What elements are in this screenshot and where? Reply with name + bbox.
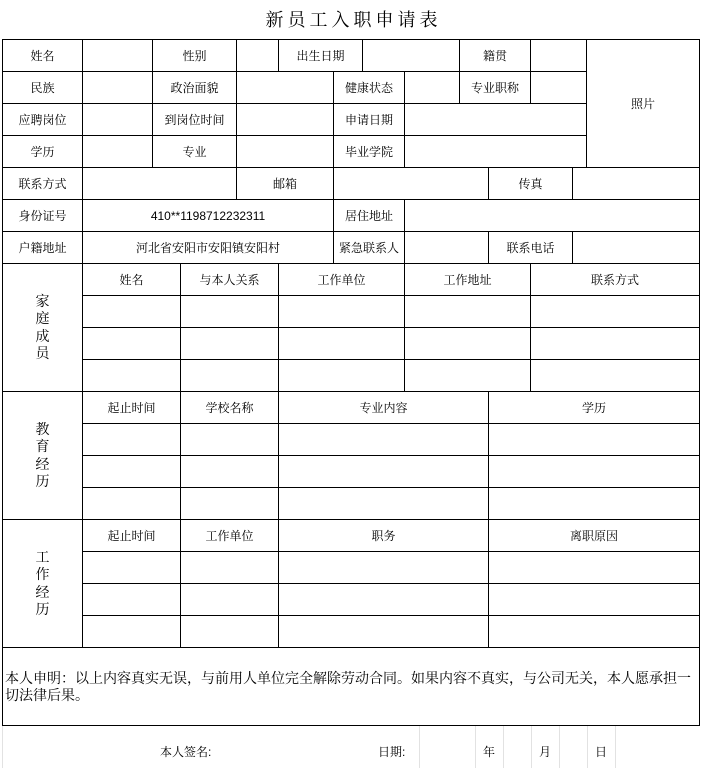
family-row2-contact-field[interactable] xyxy=(531,328,700,360)
work-row1-position-field[interactable] xyxy=(279,552,489,584)
month-field[interactable] xyxy=(504,728,531,766)
contact-phone-label: 联系电话 xyxy=(489,232,573,264)
education-section-title: 教育经历 xyxy=(35,420,50,489)
family-row3-contact-field[interactable] xyxy=(531,360,700,392)
family-row2-employer-field[interactable] xyxy=(279,328,405,360)
family-row2-relationship-field[interactable] xyxy=(181,328,279,360)
applied-position-label: 应聘岗位 xyxy=(3,104,83,136)
fax-label: 传真 xyxy=(489,168,573,200)
day-label: 日 xyxy=(595,745,608,759)
month-label: 月 xyxy=(539,745,552,759)
email-label: 邮箱 xyxy=(237,168,334,200)
major-field[interactable] xyxy=(237,136,334,168)
major-label: 专业 xyxy=(153,136,237,168)
family-header-employer: 工作单位 xyxy=(279,264,405,296)
photo-cell[interactable] xyxy=(587,40,700,168)
work-row3-leave-reason-field[interactable] xyxy=(489,616,700,648)
start-date-label: 到岗位时间 xyxy=(153,104,237,136)
family-row1-work-address-field[interactable] xyxy=(405,296,531,328)
political-status-field[interactable] xyxy=(237,72,334,104)
work-row1-leave-reason-field[interactable] xyxy=(489,552,700,584)
education-row1-school-field[interactable] xyxy=(181,424,279,456)
education-section-label xyxy=(3,392,83,520)
signature-row xyxy=(0,726,703,768)
name-field[interactable] xyxy=(83,40,153,72)
education-row1-major-field[interactable] xyxy=(279,424,489,456)
education-row3-period-field[interactable] xyxy=(83,488,181,520)
work-header-employer: 工作单位 xyxy=(181,520,279,552)
education-row3-major-field[interactable] xyxy=(279,488,489,520)
education-row2-period-field[interactable] xyxy=(83,456,181,488)
education-row1-degree-field[interactable] xyxy=(489,424,700,456)
household-address-label: 户籍地址 xyxy=(3,232,83,264)
family-header-contact: 联系方式 xyxy=(531,264,700,296)
name-label: 姓名 xyxy=(3,40,83,72)
graduated-school-field[interactable] xyxy=(405,136,587,168)
graduated-school-label: 毕业学院 xyxy=(334,136,405,168)
declaration-cell xyxy=(3,648,700,726)
contact-phone-field[interactable] xyxy=(573,232,700,264)
education-header-major: 专业内容 xyxy=(279,392,489,424)
family-row3-name-field[interactable] xyxy=(83,360,181,392)
residence-address-field[interactable] xyxy=(405,200,700,232)
gender-label: 性别 xyxy=(153,40,237,72)
declaration-text: 本人申明：以上内容真实无误，与前用人单位完全解除劳动合同。如果内容不真实，与公司无关，本人愿承担一切法律后果。 xyxy=(5,669,691,703)
work-row3-employer-field[interactable] xyxy=(181,616,279,648)
professional-title-label: 专业职称 xyxy=(460,72,531,104)
form-title: 新员工入职申请表 xyxy=(265,10,442,30)
year-label: 年 xyxy=(483,745,496,759)
education-row2-major-field[interactable] xyxy=(279,456,489,488)
family-section-label xyxy=(3,264,83,392)
start-date-field[interactable] xyxy=(237,104,334,136)
family-row1-employer-field[interactable] xyxy=(279,296,405,328)
family-row3-relationship-field[interactable] xyxy=(181,360,279,392)
id-number-field[interactable]: 410**1198712232311 xyxy=(83,200,334,232)
date-label: 日期: xyxy=(378,745,406,759)
signature-label: 本人签名: xyxy=(160,745,212,759)
contact-field[interactable] xyxy=(83,168,237,200)
birth-date-label: 出生日期 xyxy=(279,40,363,72)
work-section-title: 工作经历 xyxy=(35,548,50,617)
applied-position-field[interactable] xyxy=(83,104,153,136)
signature-field[interactable] xyxy=(216,728,374,766)
family-row2-work-address-field[interactable] xyxy=(405,328,531,360)
work-section-label xyxy=(3,520,83,648)
work-header-period: 起止时间 xyxy=(83,520,181,552)
id-number-label: 身份证号 xyxy=(3,200,83,232)
education-row3-school-field[interactable] xyxy=(181,488,279,520)
gridline xyxy=(587,726,588,768)
work-row1-period-field[interactable] xyxy=(83,552,181,584)
work-row2-position-field[interactable] xyxy=(279,584,489,616)
fax-field[interactable] xyxy=(573,168,700,200)
work-row3-position-field[interactable] xyxy=(279,616,489,648)
emergency-contact-label: 紧急联系人 xyxy=(334,232,405,264)
year-field[interactable] xyxy=(420,728,475,766)
education-row2-degree-field[interactable] xyxy=(489,456,700,488)
family-header-name: 姓名 xyxy=(83,264,181,296)
emergency-contact-field[interactable] xyxy=(405,232,489,264)
ethnicity-label: 民族 xyxy=(3,72,83,104)
household-address-field[interactable]: 河北省安阳市安阳镇安阳村 xyxy=(83,232,334,264)
photo-label: 照片 xyxy=(630,96,655,111)
health-status-label: 健康状态 xyxy=(334,72,405,104)
work-row3-period-field[interactable] xyxy=(83,616,181,648)
family-row1-relationship-field[interactable] xyxy=(181,296,279,328)
education-label: 学历 xyxy=(3,136,83,168)
education-header-period: 起止时间 xyxy=(83,392,181,424)
gridline xyxy=(615,726,616,768)
email-field[interactable] xyxy=(334,168,489,200)
ethnicity-field[interactable] xyxy=(83,72,153,104)
application-date-field[interactable] xyxy=(405,104,587,136)
family-row1-contact-field[interactable] xyxy=(531,296,700,328)
education-row2-school-field[interactable] xyxy=(181,456,279,488)
family-header-work-address: 工作地址 xyxy=(405,264,531,296)
family-section-title: 家庭成员 xyxy=(35,292,50,361)
native-place-label: 籍贯 xyxy=(460,40,531,72)
family-row2-name-field[interactable] xyxy=(83,328,181,360)
education-row3-degree-field[interactable] xyxy=(489,488,700,520)
family-header-relationship: 与本人关系 xyxy=(181,264,279,296)
native-place-field[interactable] xyxy=(531,40,587,72)
education-header-degree: 学历 xyxy=(489,392,700,424)
work-row1-employer-field[interactable] xyxy=(181,552,279,584)
day-field[interactable] xyxy=(560,728,587,766)
residence-address-label: 居住地址 xyxy=(334,200,405,232)
application-date-label: 申请日期 xyxy=(334,104,405,136)
application-form-table xyxy=(2,39,700,726)
gridline xyxy=(475,726,476,768)
education-header-school: 学校名称 xyxy=(181,392,279,424)
family-row3-work-address-field[interactable] xyxy=(405,360,531,392)
contact-label: 联系方式 xyxy=(3,168,83,200)
professional-title-field[interactable] xyxy=(531,72,587,104)
health-status-field[interactable] xyxy=(405,72,460,104)
work-row2-employer-field[interactable] xyxy=(181,584,279,616)
work-header-leave-reason: 离职原因 xyxy=(489,520,700,552)
gridline xyxy=(531,726,532,768)
work-row2-leave-reason-field[interactable] xyxy=(489,584,700,616)
gridline xyxy=(2,726,3,768)
political-status-label: 政治面貌 xyxy=(153,72,237,104)
education-field[interactable] xyxy=(83,136,153,168)
family-row1-name-field[interactable] xyxy=(83,296,181,328)
gender-field[interactable] xyxy=(237,40,279,72)
family-row3-employer-field[interactable] xyxy=(279,360,405,392)
work-header-position: 职务 xyxy=(279,520,489,552)
education-row1-period-field[interactable] xyxy=(83,424,181,456)
work-row2-period-field[interactable] xyxy=(83,584,181,616)
birth-date-field[interactable] xyxy=(363,40,460,72)
